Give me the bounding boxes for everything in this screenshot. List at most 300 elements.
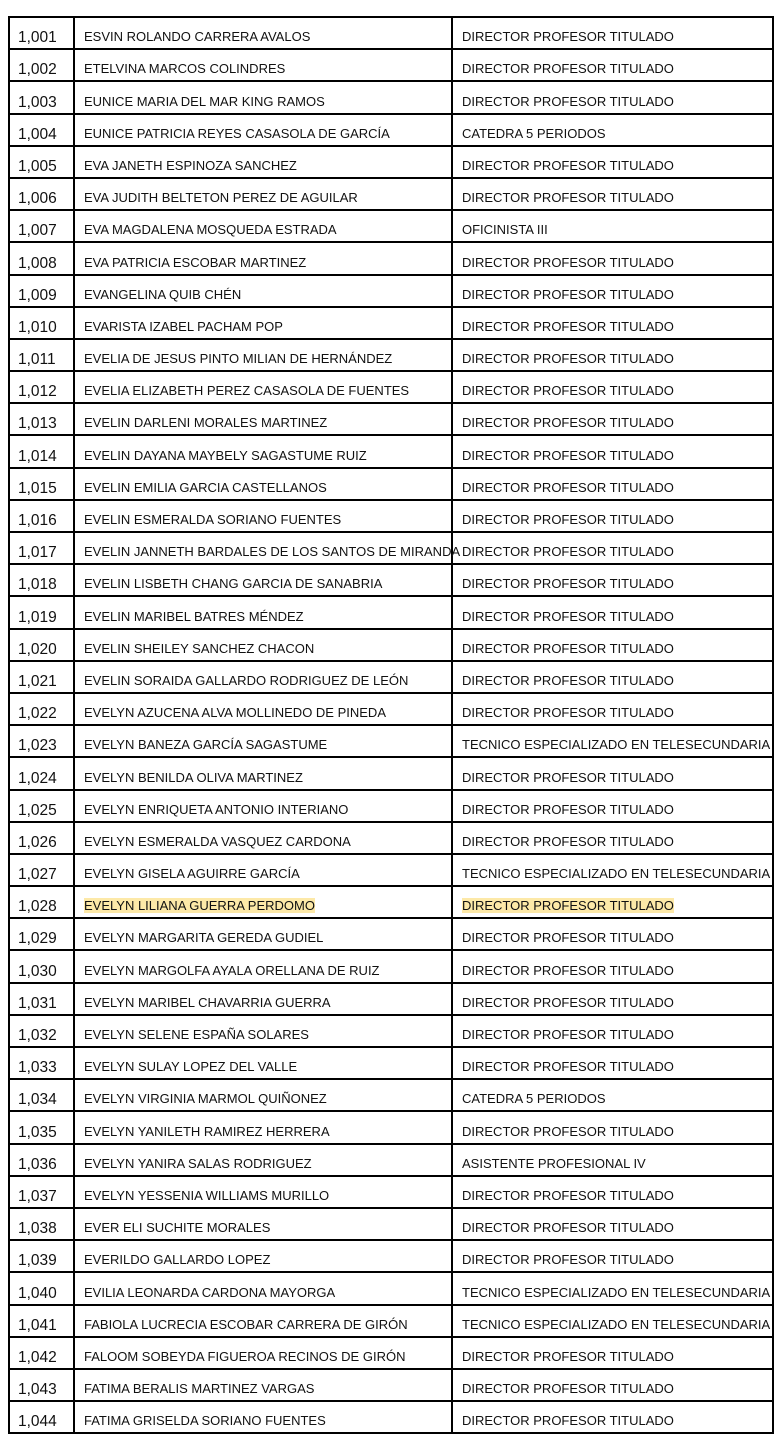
job-title-cell <box>452 1047 773 1079</box>
employee-name-cell <box>74 178 452 210</box>
table-row <box>9 500 773 532</box>
employee-name: EVA PATRICIA ESCOBAR MARTINEZ <box>84 254 307 270</box>
job-title-cell <box>452 435 773 467</box>
job-title: DIRECTOR PROFESOR TITULADO <box>462 801 674 817</box>
row-number: 1,029 <box>18 930 57 948</box>
employee-name-cell <box>74 468 452 500</box>
employee-name-cell <box>74 307 452 339</box>
row-number: 1,001 <box>18 29 57 47</box>
employee-name-cell <box>74 950 452 982</box>
employee-name: EVELYN AZUCENA ALVA MOLLINEDO DE PINEDA <box>84 705 386 721</box>
employee-name-cell <box>74 1015 452 1047</box>
employee-name-cell <box>74 532 461 564</box>
table-row <box>9 1240 773 1272</box>
row-number: 1,028 <box>18 898 57 916</box>
row-number-cell <box>9 178 74 210</box>
job-title-cell <box>452 242 773 274</box>
job-title-cell <box>452 661 773 693</box>
employee-name-cell <box>74 242 452 274</box>
row-number: 1,004 <box>18 125 57 143</box>
employee-name: EVELIN JANNETH BARDALES DE LOS SANTOS DE MIRANDA <box>84 544 461 560</box>
row-number-cell <box>9 468 74 500</box>
job-title: DIRECTOR PROFESOR TITULADO <box>462 190 674 206</box>
employee-name: FATIMA GRISELDA SORIANO FUENTES <box>84 1413 326 1429</box>
job-title-cell <box>452 1305 773 1337</box>
row-number-cell <box>9 629 74 661</box>
job-title: CATEDRA 5 PERIODOS <box>462 1091 606 1107</box>
table-row <box>9 918 773 950</box>
table-row <box>9 596 773 628</box>
row-number: 1,020 <box>18 640 57 658</box>
job-title: DIRECTOR PROFESOR TITULADO <box>462 930 674 946</box>
table-row <box>9 1144 773 1176</box>
table-row <box>9 468 773 500</box>
job-title-cell <box>452 822 773 854</box>
row-number: 1,016 <box>18 512 57 529</box>
job-title-cell <box>452 950 773 982</box>
job-title: DIRECTOR PROFESOR TITULADO <box>462 576 674 592</box>
table-row <box>9 210 773 242</box>
row-number: 1,037 <box>18 1187 57 1205</box>
row-number: 1,008 <box>18 254 57 272</box>
employee-name-cell <box>74 918 452 950</box>
row-number: 1,042 <box>18 1348 57 1366</box>
job-title-cell <box>452 1401 773 1433</box>
job-title-cell <box>452 81 773 113</box>
row-number-cell <box>9 1015 74 1047</box>
employee-name-cell <box>74 1079 452 1111</box>
row-number-cell <box>9 1047 74 1079</box>
table-body <box>9 17 773 1433</box>
employee-name-cell <box>74 596 452 628</box>
job-title: DIRECTOR PROFESOR TITULADO <box>462 93 674 109</box>
table-row <box>9 757 773 789</box>
row-number: 1,006 <box>18 190 57 208</box>
employee-name-cell <box>74 1401 452 1433</box>
table-row <box>9 146 773 178</box>
row-number: 1,002 <box>18 61 57 79</box>
employee-name-cell <box>74 629 452 661</box>
employee-name-cell <box>74 854 452 886</box>
table-row <box>9 1176 773 1208</box>
employee-name-cell <box>74 500 452 532</box>
row-number-cell <box>9 596 74 628</box>
job-title-cell <box>452 564 773 596</box>
employee-name: FATIMA BERALIS MARTINEZ VARGAS <box>84 1381 315 1397</box>
table-row <box>9 275 773 307</box>
employee-name-cell <box>74 1047 452 1079</box>
employee-name: EVELYN LILIANA GUERRA PERDOMO <box>84 898 315 914</box>
row-number-cell <box>9 918 74 950</box>
table-row <box>9 1337 773 1369</box>
employee-name-cell <box>74 114 452 146</box>
job-title-cell <box>452 210 773 242</box>
employee-name-cell <box>74 725 452 757</box>
table-row <box>9 1305 773 1337</box>
employee-name-cell <box>74 1305 452 1337</box>
job-title: DIRECTOR PROFESOR TITULADO <box>462 640 674 656</box>
row-number-cell <box>9 17 74 49</box>
job-title-cell <box>452 17 773 49</box>
employee-name-cell <box>74 1176 452 1208</box>
job-title: DIRECTOR PROFESOR TITULADO <box>462 286 674 302</box>
job-title-cell <box>452 1079 773 1111</box>
employee-name: EVANGELINA QUIB CHÉN <box>84 286 242 302</box>
document-page <box>8 16 774 1434</box>
row-number: 1,027 <box>18 866 57 884</box>
employee-name-cell <box>74 210 452 242</box>
row-number: 1,033 <box>18 1059 57 1077</box>
row-number-cell <box>9 403 74 435</box>
row-number: 1,012 <box>18 383 57 401</box>
job-title: TECNICO ESPECIALIZADO EN TELESECUNDARIA <box>462 866 771 882</box>
row-number: 1,003 <box>18 93 57 111</box>
employee-name: EUNICE PATRICIA REYES CASASOLA DE GARCÍA <box>84 125 390 141</box>
employee-name: EVELIN SHEILEY SANCHEZ CHACON <box>84 640 315 656</box>
employee-name: EVELIA DE JESUS PINTO MILIAN DE HERNÁNDEZ <box>84 351 393 367</box>
job-title-cell <box>452 886 773 918</box>
row-number-cell <box>9 371 74 403</box>
row-number-cell <box>9 275 74 307</box>
row-number-cell <box>9 49 74 81</box>
job-title-cell <box>452 629 773 661</box>
row-number: 1,018 <box>18 576 57 594</box>
job-title: DIRECTOR PROFESOR TITULADO <box>462 1252 674 1268</box>
table-row <box>9 983 773 1015</box>
employee-name-cell <box>74 693 452 725</box>
job-title-cell <box>452 178 773 210</box>
job-title: TECNICO ESPECIALIZADO EN TELESECUNDARIA <box>462 737 771 753</box>
table-row <box>9 790 773 822</box>
employee-name: ETELVINA MARCOS COLINDRES <box>84 61 286 77</box>
employee-name: EVELYN BANEZA GARCÍA SAGASTUME <box>84 737 328 753</box>
employee-name-cell <box>74 275 452 307</box>
job-title-cell <box>452 757 773 789</box>
job-title-cell <box>452 1369 773 1401</box>
employee-name-cell <box>74 1111 452 1143</box>
employee-name: EVELYN SELENE ESPAÑA SOLARES <box>84 1027 309 1042</box>
job-title: DIRECTOR PROFESOR TITULADO <box>462 1413 674 1429</box>
row-number-cell <box>9 1401 74 1433</box>
row-number: 1,040 <box>18 1284 57 1302</box>
table-row <box>9 1079 773 1111</box>
job-title: DIRECTOR PROFESOR TITULADO <box>462 318 674 334</box>
employee-name-cell <box>74 822 452 854</box>
job-title: DIRECTOR PROFESOR TITULADO <box>462 608 674 624</box>
table-row <box>9 532 773 564</box>
row-number-cell <box>9 854 74 886</box>
job-title-cell <box>452 146 773 178</box>
row-number-cell <box>9 725 74 757</box>
employee-name-cell <box>74 146 452 178</box>
row-number-cell <box>9 242 74 274</box>
job-title-cell <box>452 468 773 500</box>
job-title-cell <box>452 918 773 950</box>
employee-name: FALOOM SOBEYDA FIGUEROA RECINOS DE GIRÓN <box>84 1348 406 1364</box>
table-row <box>9 1272 773 1304</box>
job-title: DIRECTOR PROFESOR TITULADO <box>462 1220 674 1236</box>
employee-name: EVELIN EMILIA GARCIA CASTELLANOS <box>84 479 327 495</box>
employee-name: EVELIN ESMERALDA SORIANO FUENTES <box>84 512 342 527</box>
employee-name-cell <box>74 403 452 435</box>
employee-name: EVELYN YANILETH RAMIREZ HERRERA <box>84 1123 330 1139</box>
row-number-cell <box>9 339 74 371</box>
table-row <box>9 242 773 274</box>
job-title-cell <box>452 1015 773 1047</box>
row-number-cell <box>9 1369 74 1401</box>
row-number-cell <box>9 1208 74 1240</box>
row-number-cell <box>9 983 74 1015</box>
employee-name-cell <box>74 1208 452 1240</box>
table-row <box>9 435 773 467</box>
job-title-cell <box>452 1272 773 1304</box>
employee-name: EVA JUDITH BELTETON PEREZ DE AGUILAR <box>84 190 358 206</box>
row-number-cell <box>9 1176 74 1208</box>
job-title: DIRECTOR PROFESOR TITULADO <box>462 1187 674 1203</box>
employee-name-cell <box>74 1337 452 1369</box>
job-title: DIRECTOR PROFESOR TITULADO <box>462 29 674 45</box>
job-title-cell <box>452 693 773 725</box>
table-row <box>9 371 773 403</box>
job-title-cell <box>452 1144 773 1176</box>
row-number-cell <box>9 500 74 532</box>
employee-name: EVARISTA IZABEL PACHAM POP <box>84 318 283 334</box>
job-title: DIRECTOR PROFESOR TITULADO <box>462 833 674 849</box>
row-number: 1,038 <box>18 1220 57 1238</box>
employee-name: EVELYN MARGARITA GEREDA GUDIEL <box>84 930 324 946</box>
job-title-cell <box>452 371 773 403</box>
job-title: DIRECTOR PROFESOR TITULADO <box>462 479 674 495</box>
row-number-cell <box>9 1144 74 1176</box>
row-number-cell <box>9 757 74 789</box>
employee-name: ESVIN ROLANDO CARRERA AVALOS <box>84 29 311 45</box>
job-title: DIRECTOR PROFESOR TITULADO <box>462 351 674 367</box>
personnel-table <box>8 16 774 1434</box>
job-title: OFICINISTA III <box>462 222 548 238</box>
row-number-cell <box>9 1111 74 1143</box>
employee-name-cell <box>74 435 452 467</box>
job-title-cell <box>452 275 773 307</box>
row-number-cell <box>9 114 74 146</box>
job-title: CATEDRA 5 PERIODOS <box>462 125 606 141</box>
employee-name: EVELIN DAYANA MAYBELY SAGASTUME RUIZ <box>84 447 367 463</box>
row-number-cell <box>9 661 74 693</box>
job-title-cell <box>452 307 773 339</box>
job-title: DIRECTOR PROFESOR TITULADO <box>462 1123 674 1139</box>
job-title: TECNICO ESPECIALIZADO EN TELESECUNDARIA <box>462 1284 771 1300</box>
table-row <box>9 854 773 886</box>
employee-name: EVER ELI SUCHITE MORALES <box>84 1220 271 1236</box>
employee-name: EVELYN BENILDA OLIVA MARTINEZ <box>84 769 303 785</box>
employee-name: EVERILDO GALLARDO LOPEZ <box>84 1252 271 1268</box>
job-title-cell <box>452 403 773 435</box>
table-row <box>9 1015 773 1047</box>
employee-name: EVELYN VIRGINIA MARMOL QUIÑONEZ <box>84 1091 327 1107</box>
job-title: ASISTENTE PROFESIONAL IV <box>462 1155 646 1171</box>
row-number: 1,009 <box>18 286 57 304</box>
row-number: 1,030 <box>18 962 57 980</box>
job-title: DIRECTOR PROFESOR TITULADO <box>462 254 674 270</box>
employee-name: EVELIA ELIZABETH PEREZ CASASOLA DE FUENTES <box>84 383 410 399</box>
job-title: TECNICO ESPECIALIZADO EN TELESECUNDARIA <box>462 1316 771 1332</box>
row-number: 1,035 <box>18 1123 57 1141</box>
employee-name-cell <box>74 339 452 371</box>
employee-name: EVELIN MARIBEL BATRES MÉNDEZ <box>84 608 304 624</box>
job-title-cell <box>452 1240 773 1272</box>
table-row <box>9 564 773 596</box>
job-title: DIRECTOR PROFESOR TITULADO <box>462 769 674 785</box>
job-title: DIRECTOR PROFESOR TITULADO <box>462 383 674 399</box>
table-row <box>9 307 773 339</box>
employee-name-cell <box>74 757 452 789</box>
row-number-cell <box>9 1272 74 1304</box>
row-number: 1,005 <box>18 157 57 175</box>
table-row <box>9 114 773 146</box>
job-title: DIRECTOR PROFESOR TITULADO <box>462 447 674 463</box>
table-row <box>9 950 773 982</box>
row-number: 1,025 <box>18 801 57 819</box>
row-number: 1,017 <box>18 544 57 562</box>
row-number: 1,015 <box>18 479 57 497</box>
job-title: DIRECTOR PROFESOR TITULADO <box>462 705 674 721</box>
row-number-cell <box>9 1337 74 1369</box>
row-number: 1,014 <box>18 447 57 465</box>
row-number-cell <box>9 1240 74 1272</box>
job-title-cell <box>452 49 773 81</box>
row-number-cell <box>9 81 74 113</box>
employee-name-cell <box>74 49 452 81</box>
row-number: 1,022 <box>18 705 57 723</box>
job-title-cell <box>452 114 773 146</box>
employee-name: EVELYN ENRIQUETA ANTONIO INTERIANO <box>84 801 349 817</box>
employee-name-cell <box>74 1369 452 1401</box>
job-title-cell <box>452 854 773 886</box>
row-number: 1,021 <box>18 672 57 690</box>
row-number: 1,007 <box>18 222 57 240</box>
job-title-cell <box>452 1337 773 1369</box>
job-title: DIRECTOR PROFESOR TITULADO <box>462 672 674 688</box>
employee-name-cell <box>74 1144 452 1176</box>
row-number-cell <box>9 564 74 596</box>
job-title: DIRECTOR PROFESOR TITULADO <box>462 962 674 978</box>
table-row <box>9 1401 773 1433</box>
employee-name: EVELYN MARIBEL CHAVARRIA GUERRA <box>84 994 331 1010</box>
row-number: 1,013 <box>18 415 57 433</box>
employee-name: EVELIN SORAIDA GALLARDO RODRIGUEZ DE LEÓN <box>84 672 409 688</box>
table-row <box>9 661 773 693</box>
table-row <box>9 693 773 725</box>
row-number-cell <box>9 1305 74 1337</box>
row-number: 1,031 <box>18 994 57 1012</box>
job-title: DIRECTOR PROFESOR TITULADO <box>462 1027 674 1042</box>
employee-name: EUNICE MARIA DEL MAR KING RAMOS <box>84 93 325 109</box>
row-number-cell <box>9 210 74 242</box>
job-title-cell <box>452 1208 773 1240</box>
row-number: 1,036 <box>18 1155 57 1173</box>
job-title: DIRECTOR PROFESOR TITULADO <box>462 157 674 173</box>
job-title-cell <box>452 983 773 1015</box>
employee-name: EVELYN MARGOLFA AYALA ORELLANA DE RUIZ <box>84 962 380 978</box>
employee-name: EVA JANETH ESPINOZA SANCHEZ <box>84 157 297 173</box>
row-number: 1,011 <box>18 351 56 369</box>
employee-name: EVELYN SULAY LOPEZ DEL VALLE <box>84 1059 298 1075</box>
row-number-cell <box>9 790 74 822</box>
job-title-cell <box>452 790 773 822</box>
job-title: DIRECTOR PROFESOR TITULADO <box>462 994 674 1010</box>
row-number-cell <box>9 435 74 467</box>
job-title: DIRECTOR PROFESOR TITULADO <box>462 1348 674 1364</box>
employee-name-cell <box>74 661 452 693</box>
job-title-cell <box>452 532 773 564</box>
job-title-cell <box>452 1176 773 1208</box>
job-title: DIRECTOR PROFESOR TITULADO <box>462 544 674 560</box>
employee-name-cell <box>74 886 452 918</box>
job-title: DIRECTOR PROFESOR TITULADO <box>462 1381 674 1397</box>
row-number-cell <box>9 1079 74 1111</box>
row-number: 1,023 <box>18 737 57 755</box>
row-number-cell <box>9 822 74 854</box>
job-title-cell <box>452 339 773 371</box>
job-title-cell <box>452 596 773 628</box>
table-row <box>9 339 773 371</box>
employee-name-cell <box>74 17 452 49</box>
row-number: 1,044 <box>18 1413 57 1431</box>
row-number-cell <box>9 146 74 178</box>
employee-name: EVELYN YANIRA SALAS RODRIGUEZ <box>84 1155 312 1171</box>
employee-name: EVELIN LISBETH CHANG GARCIA DE SANABRIA <box>84 576 383 592</box>
table-row <box>9 629 773 661</box>
table-row <box>9 403 773 435</box>
row-number: 1,039 <box>18 1252 57 1270</box>
table-row <box>9 1369 773 1401</box>
job-title-cell <box>452 1111 773 1143</box>
table-row <box>9 1047 773 1079</box>
job-title: DIRECTOR PROFESOR TITULADO <box>462 415 674 431</box>
row-number-cell <box>9 532 74 564</box>
table-row <box>9 1208 773 1240</box>
employee-name: EVA MAGDALENA MOSQUEDA ESTRADA <box>84 222 337 238</box>
table-row <box>9 178 773 210</box>
job-title: DIRECTOR PROFESOR TITULADO <box>462 512 674 527</box>
employee-name: EVELYN GISELA AGUIRRE GARCÍA <box>84 866 300 882</box>
row-number-cell <box>9 307 74 339</box>
employee-name: EVELIN DARLENI MORALES MARTINEZ <box>84 415 328 431</box>
row-number: 1,010 <box>18 318 57 336</box>
employee-name-cell <box>74 81 452 113</box>
table-row <box>9 725 773 757</box>
row-number-cell <box>9 950 74 982</box>
job-title-cell <box>452 725 773 757</box>
table-row <box>9 822 773 854</box>
employee-name: EVELYN YESSENIA WILLIAMS MURILLO <box>84 1187 330 1203</box>
table-row <box>9 886 773 918</box>
employee-name-cell <box>74 1240 452 1272</box>
job-title: DIRECTOR PROFESOR TITULADO <box>462 1059 674 1075</box>
job-title: DIRECTOR PROFESOR TITULADO <box>462 61 674 77</box>
row-number: 1,026 <box>18 833 57 851</box>
row-number: 1,019 <box>18 608 57 626</box>
employee-name: EVILIA LEONARDA CARDONA MAYORGA <box>84 1284 336 1300</box>
employee-name: EVELYN ESMERALDA VASQUEZ CARDONA <box>84 833 351 849</box>
row-number-cell <box>9 693 74 725</box>
table-row <box>9 17 773 49</box>
row-number: 1,043 <box>18 1381 57 1399</box>
row-number: 1,032 <box>18 1027 57 1044</box>
employee-name-cell <box>74 564 452 596</box>
employee-name-cell <box>74 1272 452 1304</box>
row-number-cell <box>9 886 74 918</box>
employee-name-cell <box>74 371 452 403</box>
